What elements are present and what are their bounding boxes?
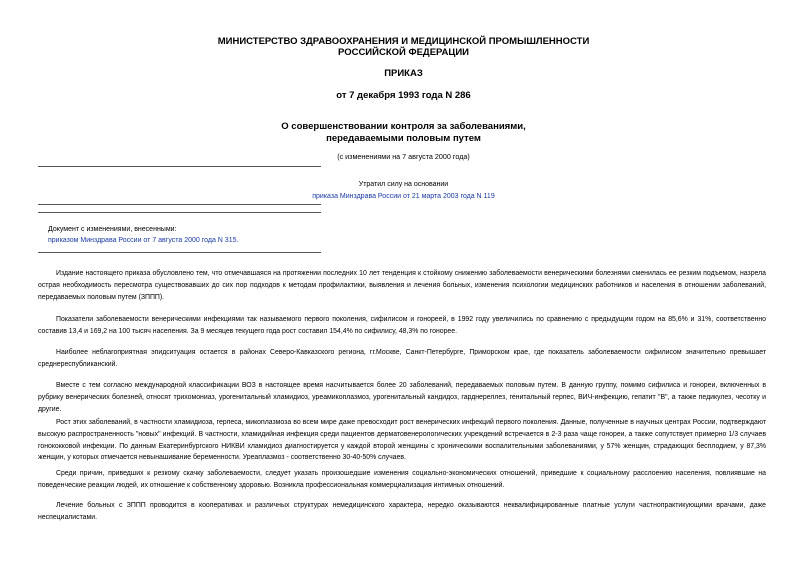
ministry-line-2: РОССИЙСКОЙ ФЕДЕРАЦИИ: [337, 47, 469, 58]
document-title-line-2: передаваемыми половым путем: [326, 133, 481, 144]
divider: [38, 204, 321, 205]
divider: [38, 252, 321, 253]
document-title-line-1: О совершенствовании контроля за заболеваниями,: [281, 121, 526, 132]
divider: [38, 166, 321, 167]
document-type: ПРИКАЗ: [384, 68, 423, 79]
amending-order-link[interactable]: приказом Минздрава России от 7 августа 2000 года N 315.: [48, 237, 239, 244]
status-text: Утратил силу на основании: [358, 181, 449, 188]
repeal-order-link[interactable]: приказа Минздрава России от 21 марта 2003 года N 119: [312, 193, 495, 200]
changes-note-label: Документ с изменениями, внесенными:: [48, 226, 177, 233]
paragraph: Показатели заболеваемости венерическими инфекциями так называемого первого поколения, сифилисом и гонореей, в 1992 году увеличились по сравнению с предыдущим годом на 85,6% и 31%, соответственно составив 13,4 и 169,2 на 100 тысяч населения. За 9 месяцев текущего года рост составил 154,4% по сифилису, 48,3% по гонорее.: [38, 316, 766, 335]
divider: [38, 212, 321, 213]
paragraph: Рост этих заболеваний, в частности хламидиоза, герпеса, микоплазмоза во всем мире даже превосходит рост венерических инфекций первого поколения. Данные, полученные в научных центрах России, подтверждают высокую распространенность "новых" инфекций. В частности, хламидийная инфекция среди пациентов дерматовенерологических учреждений встречается в 2-3 раза чаще гонореи, а также сопутствует примерно 1/3 случаев гонококковой инфекции. По данным Екатеринбургского НИКВИ хламидиоз диагностируется у каждой второй женщины с хроническими воспалительными заболеваниями, у 57% женщин, страдающих бесплодием, у 87,3% женщин, у которых отмечается невынашивание беременности. Уреаплазмоз - соответственно 30-40-50% случаев.: [38, 419, 766, 462]
paragraph: Наиболее неблагоприятная эпидситуация остается в районах Северо-Кавказского региона, гг.Москве, Санкт-Петербурге, Приморском крае, где показатель заболеваемости сифилисом значительно превышает среднереспубликанский.: [38, 349, 766, 368]
document-date-number: от 7 декабря 1993 года N 286: [336, 90, 471, 101]
paragraph: Среди причин, приведших к резкому скачку заболеваемости, следует указать произошедшие изменения социально-экономических отношений, приведшие к социальному расслоению населения, повлиявшие на поведенческие реакции людей, их отношение к собственному здоровью. Возникла профессиональная коммерциализация интимных отношений.: [38, 470, 766, 489]
amendments-note: (с изменениями на 7 августа 2000 года): [337, 152, 470, 161]
ministry-line-1: МИНИСТЕРСТВО ЗДРАВООХРАНЕНИЯ И МЕДИЦИНСКОЙ ПРОМЫШЛЕННОСТИ: [217, 36, 590, 47]
paragraph: Вместе с тем согласно международной классификации ВОЗ в настоящее время насчитывается более 20 заболеваний, передаваемых половым путем. В данную группу, помимо сифилиса и гонореи, включенных в рубрику венерических болезней, относят трихомониаз, урогенитальный хламидиоз, уреамикоплазмоз, урогенитальный кандидоз, гарднереллез, генитальный герпес, ВИЧ-инфекцию, гепатит "В", а также педикулез, чесотку и другие.: [38, 382, 766, 413]
paragraph: Лечение больных с ЗППП проводится в кооперативах и различных структурах немедицинского характера, нередко оказываются неквалифицированные платные услуги частнопрактикующими врачами, даже неспециалистами.: [38, 502, 766, 521]
paragraph: Издание настоящего приказа обусловлено тем, что отмечавшаяся на протяжении последних 10 лет тенденция к стойкому снижению заболеваемости венерическими болезнями сменилась ее резким подъемом, назрела острая необходимость пересмотра существовавших до сих пор подходов к методам профилактики, выявления и лечения больных, изменения психологии медицинских работников и населения в отношении заболеваний, передаваемых половым путем (ЗППП).: [38, 270, 766, 301]
